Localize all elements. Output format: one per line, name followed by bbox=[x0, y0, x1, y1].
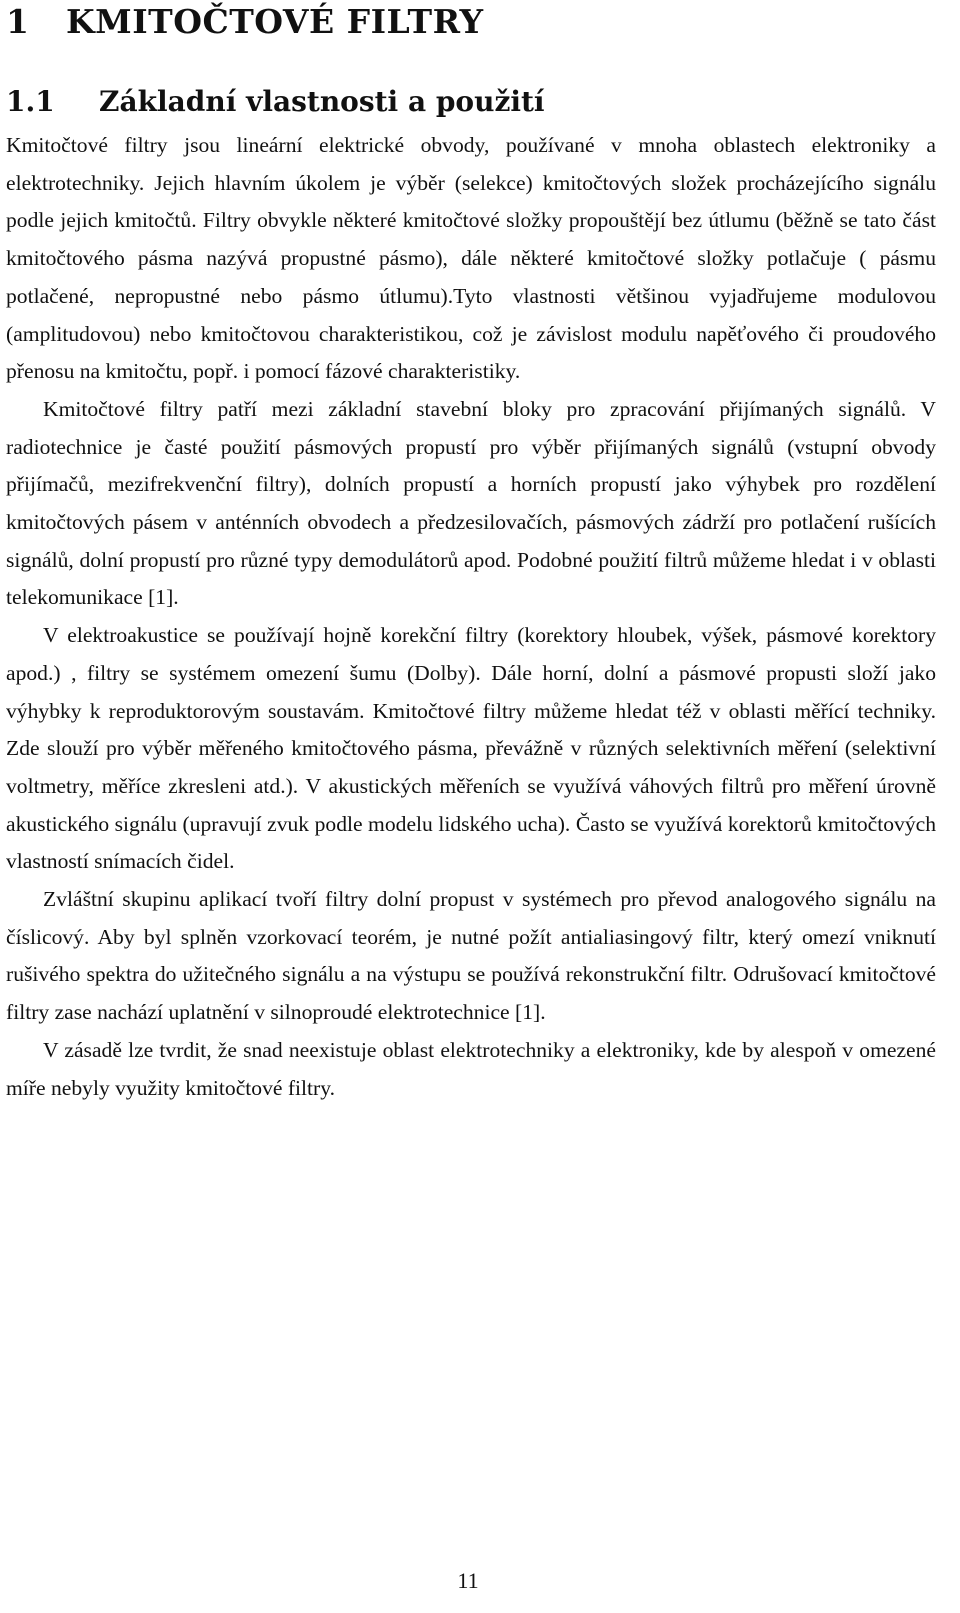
chapter-number: 1 bbox=[6, 2, 30, 41]
paragraph-intro: Kmitočtové filtry jsou lineární elektrické obvody, používané v mnoha oblastech elektroniky a elektrotechniky. Jejich hlavním úkolem je výběr (selekce) kmitočtových složek procházejícího signálu podle jejich kmitočtů. Filtry obvykle některé kmitočtové složky propouštějí bez útlumu (běžně se tato část kmitočtového pásma nazývá propustné pásmo), dále některé kmitočtové složky potlačuje ( pásmu potlačené, nepropustné nebo pásmo útlumu).Tyto vlastnosti většinou vyjadřujeme modulovou (amplitudovou) nebo kmitočtovou charakteristikou, což je závislost modulu napěťového či proudového přenosu na kmitočtu, popř. i pomocí fázové charakteristiky. bbox=[6, 133, 936, 384]
paragraph-conclusion: V zásadě lze tvrdit, že snad neexistuje oblast elektrotechniky a elektroniky, kde by alespoň v omezené míře nebyly využity kmitočtové filtry. bbox=[6, 1037, 936, 1100]
section-title: Základní vlastnosti a použití bbox=[99, 85, 545, 118]
section-number: 1.1 bbox=[6, 85, 55, 118]
paragraph-electroacoustics: V elektroakustice se používají hojně korekční filtry (korektory hloubek, výšek, pásmové korektory apod.) , filtry se systémem omezení šumu (Dolby). Dále horní, dolní a pásmové propusti složí jako výhybky k reproduktorovým soustavám. Kmitočtové filtry můžeme hledat též v oblasti měřící techniky. Zde slouží pro výběr měřeného kmitočtového pásma, převážně v různých selektivních měření (selektivní voltmetry, měříce zkresleni atd.). V akustických měřeních se využívá váhových filtrů pro měření úrovně akustického signálu (upravují zvuk podle modelu lidského ucha). Často se využívá korektorů kmitočtových vlastností snímacích čidel. bbox=[6, 623, 936, 874]
page-number: 11 bbox=[457, 1568, 479, 1593]
chapter-heading bbox=[6, 0, 484, 44]
body-text bbox=[6, 127, 936, 1107]
paragraph-antialiasing: Zvláštní skupinu aplikací tvoří filtry dolní propust v systémech pro převod analogového signálu na číslicový. Aby byl splněn vzorkovací teorém, je nutné požít antialiasingový filtr, který omezí vniknutí rušivého spektra do užitečného signálu a na výstupu se používá rekonstrukční filtr. Odrušovací kmitočtové filtry zase nachází uplatnění v silnoproudé elektrotechnice [1]. bbox=[6, 887, 936, 1025]
paragraph-radiotechnics: Kmitočtové filtry patří mezi základní stavební bloky pro zpracování přijímaných signálů. V radiotechnice je časté použití pásmových propustí pro výběr přijímaných signálů (vstupní obvody přijímačů, mezifrekvenční filtry), dolních propustí a horních propustí jako výhybek pro rozdělení kmitočtových pásem v anténních obvodech a předzesilovačích, pásmových zádrží pro potlačení rušících signálů, dolní propustí pro různé typy demodulátorů apod. Podobné použití filtrů můžeme hledat i v oblasti telekomunikace [1]. bbox=[6, 396, 936, 610]
section-heading bbox=[6, 82, 545, 122]
chapter-title: KMITOČTOVÉ FILTRY bbox=[66, 2, 484, 41]
